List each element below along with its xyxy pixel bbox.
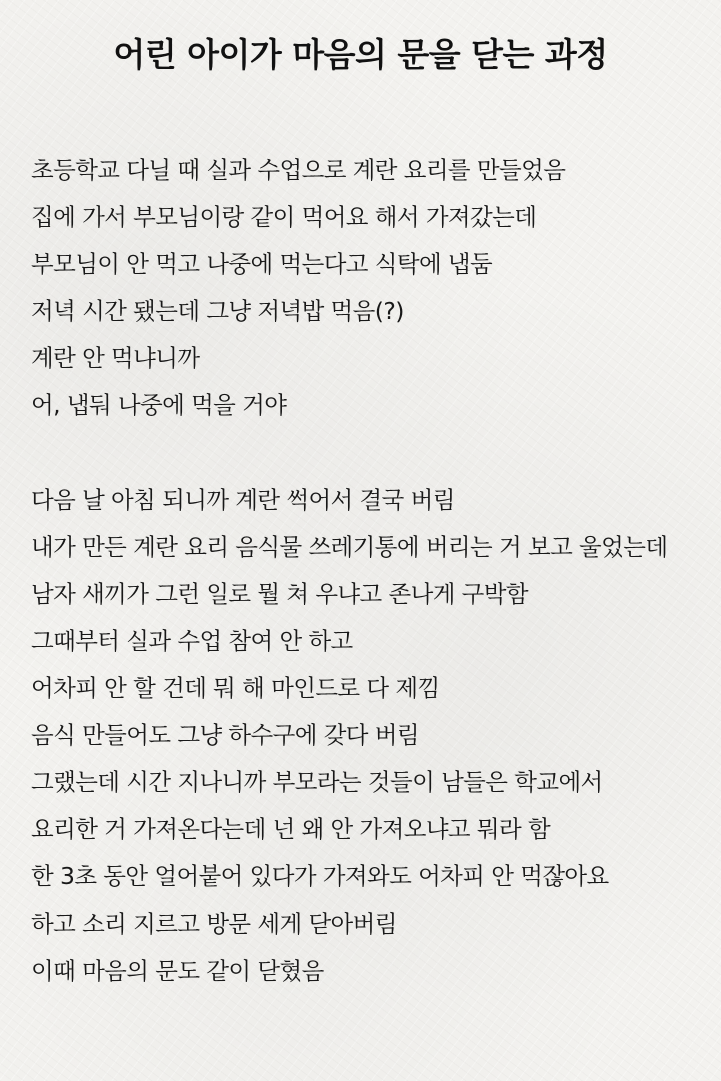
text-line: 내가 만든 계란 요리 음식물 쓰레기통에 버리는 거 보고 울었는데 — [31, 532, 668, 561]
page-title: 어린 아이가 마음의 문을 닫는 과정 — [113, 35, 608, 74]
text-line: 그때부터 실과 수업 참여 안 하고 — [31, 626, 353, 655]
paragraph-2 — [31, 477, 716, 995]
text-line: 계란 안 먹냐니까 — [31, 344, 200, 373]
paragraph-gap — [31, 430, 716, 477]
text-line: 음식 만들어도 그냥 하수구에 갖다 버림 — [31, 721, 419, 750]
text-line: 하고 소리 지르고 방문 세게 닫아버림 — [31, 909, 397, 938]
text-line: 어, 냅둬 나중에 먹을 거야 — [31, 391, 287, 420]
paragraph-1 — [31, 147, 716, 430]
text-line: 다음 날 아침 되니까 계란 썩어서 결국 버림 — [31, 485, 455, 514]
text-line: 저녁 시간 됐는데 그냥 저녁밥 먹음(?) — [31, 297, 404, 326]
text-line: 남자 새끼가 그런 일로 뭘 쳐 우냐고 존나게 구박함 — [31, 579, 528, 608]
text-line: 부모님이 안 먹고 나중에 먹는다고 식탁에 냅둠 — [31, 250, 493, 279]
text-line: 어차피 안 할 건데 뭐 해 마인드로 다 제낌 — [31, 674, 440, 703]
story-body — [31, 147, 716, 995]
text-line: 요리한 거 가져온다는데 넌 왜 안 가져오냐고 뭐라 함 — [31, 815, 551, 844]
text-line: 초등학교 다닐 때 실과 수업으로 계란 요리를 만들었음 — [31, 156, 566, 184]
text-line: 한 3초 동안 얼어붙어 있다가 가져와도 어차피 안 먹잖아요 — [31, 862, 609, 891]
text-line: 그랬는데 시간 지나니까 부모라는 것들이 남들은 학교에서 — [31, 768, 603, 797]
text-line: 집에 가서 부모님이랑 같이 먹어요 해서 가져갔는데 — [31, 203, 537, 232]
text-line: 이때 마음의 문도 같이 닫혔음 — [31, 956, 324, 985]
